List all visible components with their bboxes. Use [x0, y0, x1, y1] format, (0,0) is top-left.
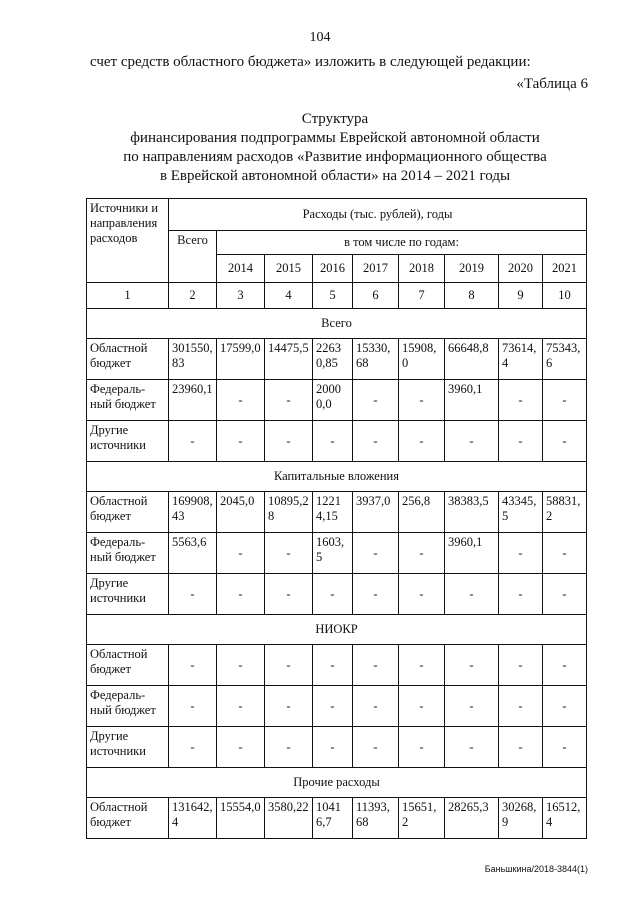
row-source: Другие источники [87, 727, 169, 768]
table-cell: 131642,4 [169, 798, 217, 839]
table-row [87, 492, 587, 533]
page-number: 104 [309, 30, 331, 45]
table-row [87, 645, 587, 686]
table-cell: - [217, 727, 265, 768]
section-title: Прочие расходы [87, 768, 587, 798]
table-row [87, 686, 587, 727]
row-source: Областной бюджет [87, 339, 169, 380]
table-cell: - [499, 421, 543, 462]
table-row [87, 421, 587, 462]
row-source: Областной бюджет [87, 645, 169, 686]
table-cell: 22630,85 [313, 339, 353, 380]
header-total: Всего [169, 231, 217, 283]
table-cell: - [543, 533, 587, 574]
section-title: Всего [87, 309, 587, 339]
table-cell: - [499, 533, 543, 574]
table-cell: - [217, 380, 265, 421]
table-cell: - [217, 421, 265, 462]
table-cell: - [265, 380, 313, 421]
table-row [87, 574, 587, 615]
column-number: 1 [87, 283, 169, 309]
row-source: Областной бюджет [87, 492, 169, 533]
table-row [87, 533, 587, 574]
table-cell: - [445, 727, 499, 768]
header-year: 2017 [353, 255, 399, 283]
table-cell: 15651,2 [399, 798, 445, 839]
table-cell: - [499, 727, 543, 768]
table-cell: - [353, 574, 399, 615]
section-title: Капитальные вложения [87, 462, 587, 492]
table-cell: - [399, 686, 445, 727]
header-year: 2015 [265, 255, 313, 283]
table-cell: - [399, 533, 445, 574]
column-number: 6 [353, 283, 399, 309]
table-cell: - [543, 645, 587, 686]
table-cell: - [543, 727, 587, 768]
column-number: 3 [217, 283, 265, 309]
table-title-line: Структура [301, 111, 369, 127]
table-label: «Таблица 6 [516, 76, 588, 92]
header-year: 2019 [445, 255, 499, 283]
document-code: Баньшкина/2018-3844(1) [484, 864, 588, 874]
table-cell: 73614,4 [499, 339, 543, 380]
header-expenses: Расходы (тыс. рублей), годы [169, 199, 587, 231]
table-cell: - [313, 421, 353, 462]
table-cell: - [313, 645, 353, 686]
table-cell: - [499, 645, 543, 686]
table-cell: - [265, 686, 313, 727]
table-cell: - [499, 574, 543, 615]
header-year: 2016 [313, 255, 353, 283]
table-cell: - [169, 421, 217, 462]
funding-table [86, 198, 587, 839]
table-title-line: финансирования подпрограммы Еврейской автономной области [130, 130, 540, 146]
table-cell: - [499, 380, 543, 421]
table-cell: - [265, 574, 313, 615]
table-cell: 20000,0 [313, 380, 353, 421]
table-cell: - [543, 574, 587, 615]
table-cell: - [445, 574, 499, 615]
table-cell: - [265, 727, 313, 768]
table-cell: - [265, 421, 313, 462]
table-cell: 15330,68 [353, 339, 399, 380]
table-cell: - [543, 686, 587, 727]
column-number: 10 [543, 283, 587, 309]
table-cell: 3937,0 [353, 492, 399, 533]
table-title-line: в Еврейской автономной области» на 2014 – 2021 годы [159, 168, 511, 184]
table-cell: - [399, 727, 445, 768]
row-source: Областной бюджет [87, 798, 169, 839]
intro-text: счет средств областного бюджета» изложить в следующей редакции: [90, 54, 531, 70]
row-source: Федераль-ный бюджет [87, 380, 169, 421]
table-cell: 1603,5 [313, 533, 353, 574]
table-title-line: по направлениям расходов «Развитие информационного общества [123, 149, 547, 165]
table-cell: 12214,15 [313, 492, 353, 533]
table-cell: - [353, 421, 399, 462]
table-cell: 38383,5 [445, 492, 499, 533]
table-cell: 17599,0 [217, 339, 265, 380]
table-cell: - [445, 421, 499, 462]
table-row [87, 380, 587, 421]
table-cell: 15554,0 [217, 798, 265, 839]
table-cell: - [399, 421, 445, 462]
table-cell: - [399, 574, 445, 615]
table-cell: 15908,0 [399, 339, 445, 380]
table-cell: - [543, 421, 587, 462]
table-cell: - [353, 645, 399, 686]
table-cell: 3960,1 [445, 380, 499, 421]
table-cell: 14475,5 [265, 339, 313, 380]
header-sources: Источники и направления расходов [87, 199, 169, 283]
row-source: Другие источники [87, 421, 169, 462]
table-cell: 2045,0 [217, 492, 265, 533]
table-cell: 23960,1 [169, 380, 217, 421]
header-year: 2021 [543, 255, 587, 283]
table-cell: - [353, 686, 399, 727]
table-cell: 10416,7 [313, 798, 353, 839]
table-cell: 11393,68 [353, 798, 399, 839]
table-cell: - [445, 645, 499, 686]
table-cell: 28265,3 [445, 798, 499, 839]
table-cell: 3960,1 [445, 533, 499, 574]
table-cell: 5563,6 [169, 533, 217, 574]
header-year: 2020 [499, 255, 543, 283]
table-cell: - [313, 727, 353, 768]
header-by-years: в том числе по годам: [217, 231, 587, 255]
table-cell: - [217, 645, 265, 686]
column-number: 7 [399, 283, 445, 309]
column-number: 9 [499, 283, 543, 309]
table-cell: - [169, 727, 217, 768]
row-source: Другие источники [87, 574, 169, 615]
table-cell: - [399, 645, 445, 686]
table-cell: - [217, 574, 265, 615]
column-number: 8 [445, 283, 499, 309]
table-cell: - [265, 645, 313, 686]
table-cell: 256,8 [399, 492, 445, 533]
table-cell: 58831,2 [543, 492, 587, 533]
column-number: 5 [313, 283, 353, 309]
table-cell: - [265, 533, 313, 574]
table-cell: - [353, 380, 399, 421]
table-cell: 43345,5 [499, 492, 543, 533]
table-cell: - [169, 574, 217, 615]
table-cell: 10895,28 [265, 492, 313, 533]
column-number: 2 [169, 283, 217, 309]
table-cell: 66648,8 [445, 339, 499, 380]
table-cell: - [169, 686, 217, 727]
table-cell: - [169, 645, 217, 686]
row-source: Федераль-ный бюджет [87, 686, 169, 727]
table-cell: 301550,83 [169, 339, 217, 380]
column-number: 4 [265, 283, 313, 309]
table-cell: - [353, 533, 399, 574]
section-title: НИОКР [87, 615, 587, 645]
table-cell: 30268,9 [499, 798, 543, 839]
header-year: 2018 [399, 255, 445, 283]
table-cell: - [217, 533, 265, 574]
table-cell: - [499, 686, 543, 727]
row-source: Федераль-ный бюджет [87, 533, 169, 574]
header-year: 2014 [217, 255, 265, 283]
table-cell: 75343,6 [543, 339, 587, 380]
table-row [87, 339, 587, 380]
table-cell: 3580,22 [265, 798, 313, 839]
table-cell: - [217, 686, 265, 727]
table-row [87, 727, 587, 768]
table-row [87, 798, 587, 839]
table-cell: - [313, 574, 353, 615]
table-cell: - [399, 380, 445, 421]
table-cell: - [543, 380, 587, 421]
table-cell: - [313, 686, 353, 727]
table-cell: - [445, 686, 499, 727]
table-cell: - [353, 727, 399, 768]
table-cell: 169908,43 [169, 492, 217, 533]
table-cell: 16512,4 [543, 798, 587, 839]
